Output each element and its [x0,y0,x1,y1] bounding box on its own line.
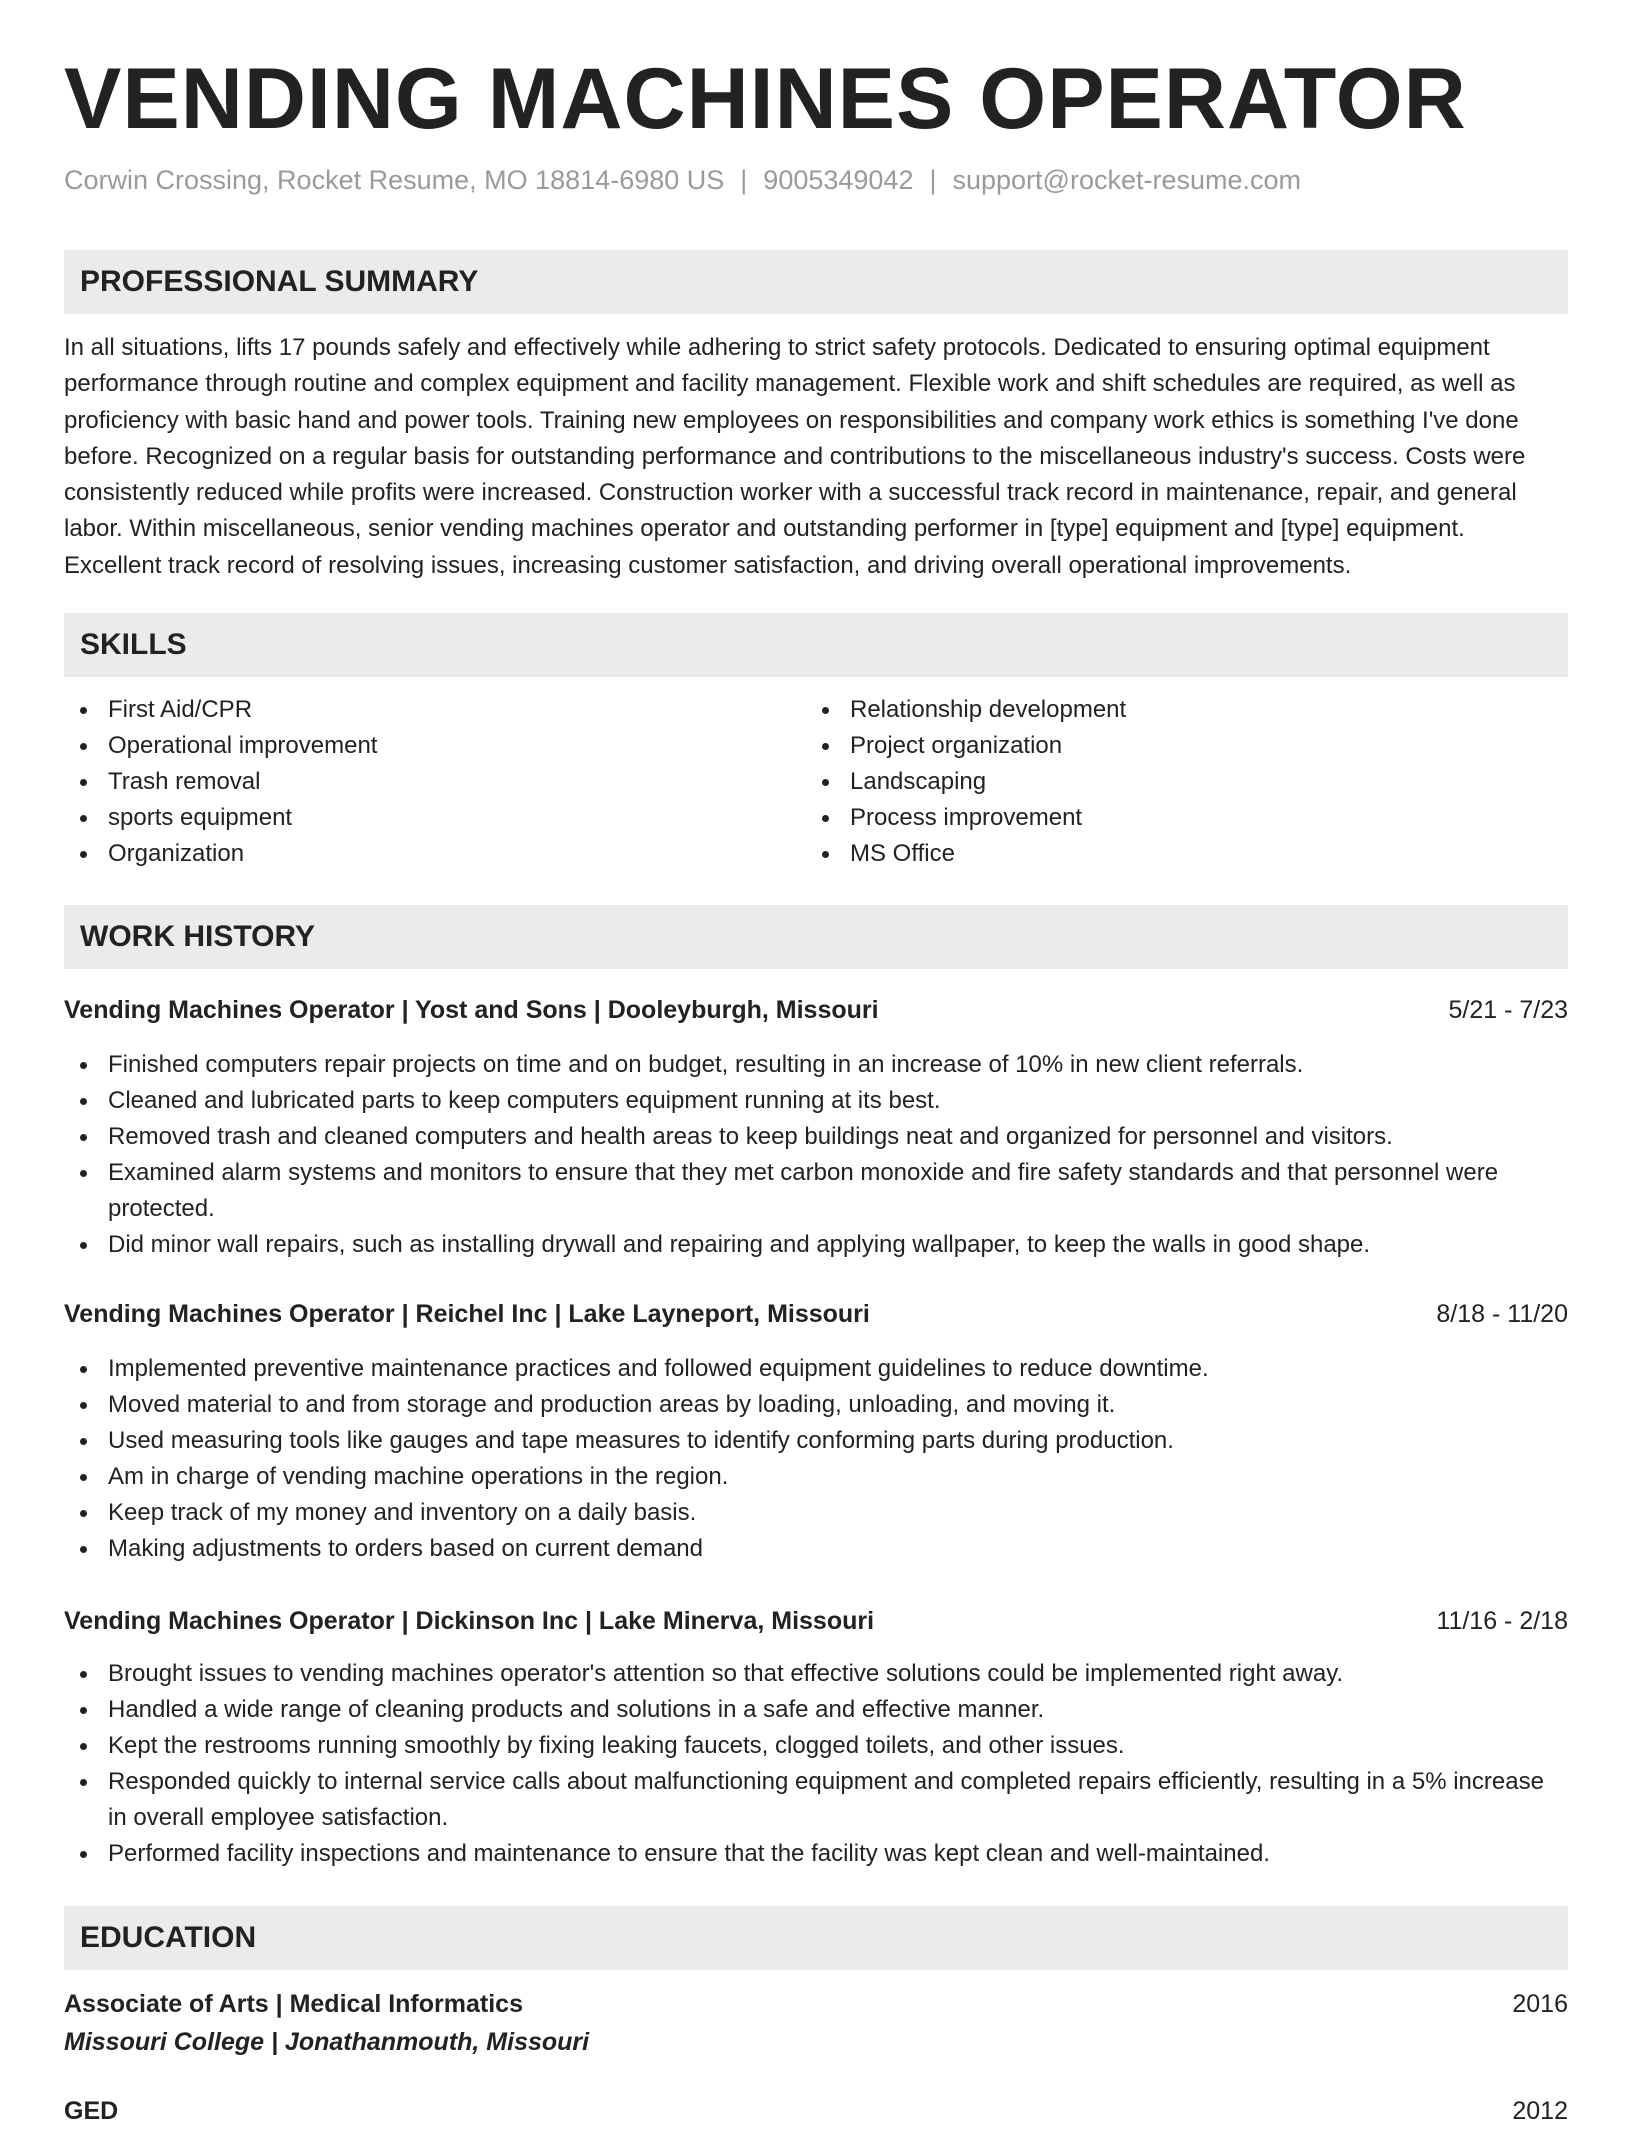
list-item: MS Office [806,836,1506,872]
job-bullets [64,1656,1568,1872]
list-item: Kept the restrooms running smoothly by fixing leaking faucets, clogged toilets, and other issues. [64,1728,1568,1764]
list-item: Process improvement [806,800,1506,836]
job-title: Vending Machines Operator | Dickinson Inc | Lake Minerva, Missouri [64,1607,875,1635]
list-item: Cleaned and lubricated parts to keep computers equipment running at its best. [64,1083,1568,1119]
job-dates: 8/18 - 11/20 [1436,1300,1568,1328]
list-item: Relationship development [806,692,1506,728]
school-name: Missouri College | Jonathanmouth, Missouri [64,2028,590,2056]
list-item: Am in charge of vending machine operations in the region. [64,1459,1568,1495]
list-item: Responded quickly to internal service calls about malfunctioning equipment and completed repairs efficiently, resulting in a 5% increase in overall employee satisfaction. [64,1764,1568,1836]
list-item: Used measuring tools like gauges and tape measures to identify conforming parts during production. [64,1423,1568,1459]
list-item: Performed facility inspections and maintenance to ensure that the facility was kept clean and well-maintained. [64,1836,1568,1872]
skills-list-right [806,692,1506,872]
job-title: Vending Machines Operator | Yost and Sons | Dooleyburgh, Missouri [64,996,879,1024]
summary-text: In all situations, lifts 17 pounds safely and effectively while adhering to strict safety protocols. Dedicated to ensuring optimal equipment performance through routine and complex equipment and facility management. Flexible work and shift schedules are required, as well as proficiency with basic hand and power tools. Training new employees on responsibilities and company work ethics is something I've done before. Recognized on a regular basis for outstanding performance and contributions to the miscellaneous industry's success. Costs were consistently reduced while profits were increased. Construction worker with a successful track record in maintenance, repair, and general labor. Within miscellaneous, senior vending machines operator and outstanding performer in [type] equipment and [type] equipment. Excellent track record of resolving issues, increasing customer satisfaction, and driving overall operational improvements. [64,334,1526,579]
section-header-work-history: WORK HISTORY [64,905,1568,969]
job-bullets [64,1351,1568,1567]
list-item: Moved material to and from storage and production areas by loading, unloading, and moving it. [64,1387,1568,1423]
job-heading [64,1296,1568,1332]
job-heading [64,992,1568,1028]
list-item: Handled a wide range of cleaning products and solutions in a safe and effective manner. [64,1692,1568,1728]
list-item: Examined alarm systems and monitors to ensure that they met carbon monoxide and fire safety standards and that personnel were protected. [64,1155,1568,1227]
list-item: Trash removal [64,764,764,800]
skills-list-left [64,692,764,872]
education-heading [64,1986,1568,2022]
list-item: Project organization [806,728,1506,764]
list-item: Organization [64,836,764,872]
list-item: Implemented preventive maintenance practices and followed equipment guidelines to reduce downtime. [64,1351,1568,1387]
education-heading [64,2093,1568,2129]
list-item: sports equipment [64,800,764,836]
degree-year: 2012 [1512,2097,1568,2125]
list-item: Making adjustments to orders based on current demand [64,1531,1568,1567]
list-item: Removed trash and cleaned computers and health areas to keep buildings neat and organized for personnel and visitors. [64,1119,1568,1155]
section-header-education: EDUCATION [64,1906,1568,1970]
list-item: Did minor wall repairs, such as installing drywall and repairing and applying wallpaper, to keep the walls in good shape. [64,1227,1568,1263]
list-item: Landscaping [806,764,1506,800]
contact-address: Corwin Crossing, Rocket Resume, MO 18814-6980 US [64,165,725,195]
section-header-summary: PROFESSIONAL SUMMARY [64,250,1568,314]
list-item: Brought issues to vending machines operator's attention so that effective solutions could be implemented right away. [64,1656,1568,1692]
section-header-skills: SKILLS [64,613,1568,677]
job-title: Vending Machines Operator | Reichel Inc | Lake Layneport, Missouri [64,1300,870,1328]
list-item: Operational improvement [64,728,764,764]
job-dates: 11/16 - 2/18 [1436,1607,1568,1635]
degree-year: 2016 [1512,1990,1568,2018]
list-item: First Aid/CPR [64,692,764,728]
page-title: VENDING MACHINES OPERATOR [64,51,1467,147]
contact-email[interactable]: support@rocket-resume.com [952,165,1302,195]
contact-line [64,165,1301,196]
job-dates: 5/21 - 7/23 [1448,996,1568,1024]
list-item: Keep track of my money and inventory on a daily basis. [64,1495,1568,1531]
degree-title: GED [64,2097,119,2125]
job-heading [64,1603,1568,1639]
contact-phone: 9005349042 [763,165,914,195]
contact-separator: | [740,165,748,195]
job-bullets [64,1047,1568,1263]
list-item: Finished computers repair projects on time and on budget, resulting in an increase of 10% in new client referrals. [64,1047,1568,1083]
degree-title: Associate of Arts | Medical Informatics [64,1990,523,2018]
contact-separator: | [929,165,937,195]
